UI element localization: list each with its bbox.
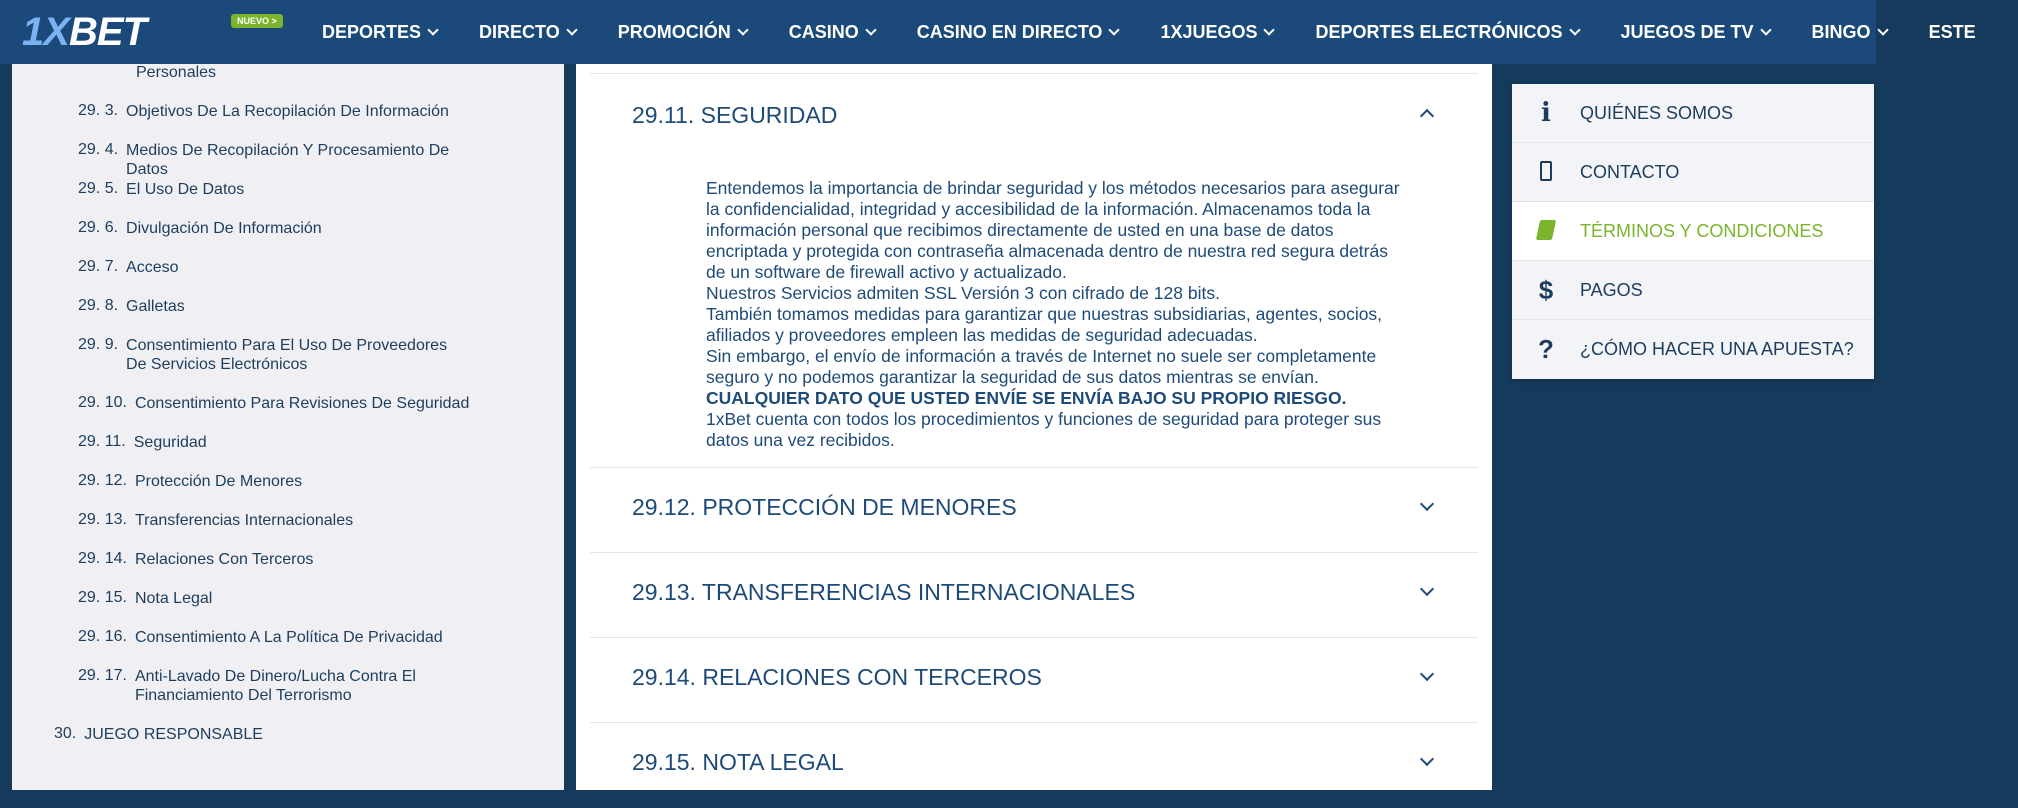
info-menu xyxy=(1512,84,1874,379)
nav-bingo[interactable]: BINGO xyxy=(1812,22,1887,43)
nav-casino-en-directo[interactable]: CASINO EN DIRECTO xyxy=(917,22,1119,43)
logo-suffix: BET xyxy=(68,10,146,54)
toc-item[interactable]: 29. 8. Galletas xyxy=(78,297,185,315)
body-paragraph: Sin embargo, el envío de información a través de Internet no suele ser completamente seguro y no podemos garantizar la seguridad de sus datos mientras se envían. xyxy=(706,346,1377,387)
chevron-down-icon xyxy=(1760,24,1771,35)
toc-item[interactable]: 29. 6. Divulgación De Información xyxy=(78,219,322,237)
nuevo-badge[interactable]: NUEVO > xyxy=(231,14,283,28)
menu-pagos[interactable]: $ PAGOS xyxy=(1512,261,1874,320)
terms-content xyxy=(576,64,1492,790)
toc-item[interactable]: 29. 12. Protección De Menores xyxy=(78,472,303,490)
toc-item-section[interactable]: 30. JUEGO RESPONSABLE xyxy=(54,725,263,743)
toc-item[interactable]: 29. 17. Anti-Lavado De Dinero/Lucha Contra El Financiamiento Del Terrorismo xyxy=(78,667,416,704)
toc-item[interactable]: 29. 9. Consentimiento Para El Uso De Proveedores De Servicios Electrónicos xyxy=(78,336,448,373)
phone-icon xyxy=(1534,157,1558,188)
accordion-header: 29.15. NOTA LEGAL xyxy=(632,749,844,775)
nav-directo[interactable]: DIRECTO xyxy=(479,22,576,43)
nav-promocion[interactable]: PROMOCIÓN xyxy=(618,22,747,43)
menu-terminos[interactable]: TÉRMINOS Y CONDICIONES xyxy=(1512,202,1874,261)
book-icon xyxy=(1534,216,1558,247)
warning-text: CUALQUIER DATO QUE USTED ENVÍE SE ENVÍA BAJO SU PROPIO RIESGO. xyxy=(706,388,1347,408)
dollar-icon: $ xyxy=(1538,274,1554,305)
chevron-down-icon xyxy=(566,24,577,35)
nav-este[interactable]: ESTE xyxy=(1928,21,1976,42)
accordion-body xyxy=(706,178,1406,451)
info-icon: i xyxy=(1541,98,1551,128)
top-header xyxy=(0,0,1976,64)
toc-item[interactable]: 29. 14. Relaciones Con Terceros xyxy=(78,550,314,568)
body-paragraph: Entendemos la importancia de brindar seguridad y los métodos necesarios para asegurar la confidencialidad, integridad y accesibilidad de la información. Almacenamos toda la información personal que recibimos directamente de usted en una base de datos encriptada y protegida con contraseña almacenada dentro de nuestra red segura detrás de un software de firewall activo y actualizado. xyxy=(706,178,1400,282)
table-of-contents xyxy=(12,64,564,790)
accordion-header[interactable]: 29.11. SEGURIDAD xyxy=(632,102,838,128)
toc-item[interactable]: 29. 10. Consentimiento Para Revisiones De Seguridad xyxy=(78,394,470,412)
main-nav xyxy=(322,0,2018,64)
accordion-seguridad xyxy=(590,73,1478,468)
toc-item[interactable]: 29. 4. Medios De Recopilación Y Procesamiento De Datos xyxy=(78,141,450,178)
chevron-down-icon xyxy=(1420,752,1434,766)
toc-item[interactable]: 29. 13. Transferencias Internacionales xyxy=(78,511,354,529)
chevron-down-icon xyxy=(737,24,748,35)
toc-item[interactable]: 29. 7. Acceso xyxy=(78,258,179,276)
nav-juegos-de-tv[interactable]: JUEGOS DE TV xyxy=(1621,22,1770,43)
chevron-up-icon[interactable] xyxy=(1420,109,1434,123)
toc-item[interactable]: 29. 5. El Uso De Datos xyxy=(78,180,245,198)
chevron-down-icon xyxy=(1109,24,1120,35)
chevron-down-icon xyxy=(1569,24,1580,35)
site-logo[interactable] xyxy=(22,10,146,54)
chevron-down-icon xyxy=(865,24,876,35)
nav-deportes[interactable]: DEPORTES xyxy=(322,22,437,43)
accordion-proteccion-menores[interactable] xyxy=(590,468,1478,553)
chevron-down-icon xyxy=(1420,582,1434,596)
toc-item[interactable]: 29. 3. Objetivos De La Recopilación De Información xyxy=(78,102,449,120)
nav-deportes-electronicos[interactable]: DEPORTES ELECTRÓNICOS xyxy=(1315,22,1578,43)
chevron-down-icon xyxy=(1420,497,1434,511)
menu-como-apostar[interactable]: ? ¿CÓMO HACER UNA APUESTA? xyxy=(1512,320,1874,379)
chevron-down-icon xyxy=(1420,667,1434,681)
question-icon: ? xyxy=(1538,334,1554,364)
toc-item[interactable]: 29. 15. Nota Legal xyxy=(78,589,213,607)
logo-prefix: 1X xyxy=(22,10,69,54)
body-paragraph: 1xBet cuenta con todos los procedimientos y funciones de seguridad para proteger sus datos una vez recibidos. xyxy=(706,409,1382,450)
body-paragraph: También tomamos medidas para garantizar que nuestras subsidiarias, agentes, socios, afiliados y proveedores empleen las medidas de seguridad adecuadas. xyxy=(706,304,1383,345)
chevron-down-icon xyxy=(1877,24,1888,35)
body-paragraph: Nuestros Servicios admiten SSL Versión 3 con cifrado de 128 bits. xyxy=(706,283,1220,303)
toc-item[interactable]: 29. 16. Consentimiento A La Política De Privacidad xyxy=(78,628,443,646)
menu-contacto[interactable]: CONTACTO xyxy=(1512,143,1874,202)
accordion-header: 29.13. TRANSFERENCIAS INTERNACIONALES xyxy=(632,579,1136,605)
accordion-header: 29.12. PROTECCIÓN DE MENORES xyxy=(632,494,1017,520)
accordion-transferencias[interactable] xyxy=(590,553,1478,638)
nav-1xjuegos[interactable]: 1XJUEGOS xyxy=(1160,22,1273,43)
chevron-down-icon xyxy=(427,24,438,35)
nav-casino[interactable]: CASINO xyxy=(789,22,875,43)
accordion-relaciones[interactable] xyxy=(590,638,1478,723)
accordion-header: 29.14. RELACIONES CON TERCEROS xyxy=(632,664,1042,690)
menu-quienes-somos[interactable]: i QUIÉNES SOMOS xyxy=(1512,84,1874,143)
chevron-down-icon xyxy=(1264,24,1275,35)
toc-item-partial[interactable]: Personales xyxy=(136,64,217,81)
toc-item-active[interactable]: 29. 11. Seguridad xyxy=(78,433,207,451)
accordion-nota-legal[interactable] xyxy=(590,723,1478,808)
